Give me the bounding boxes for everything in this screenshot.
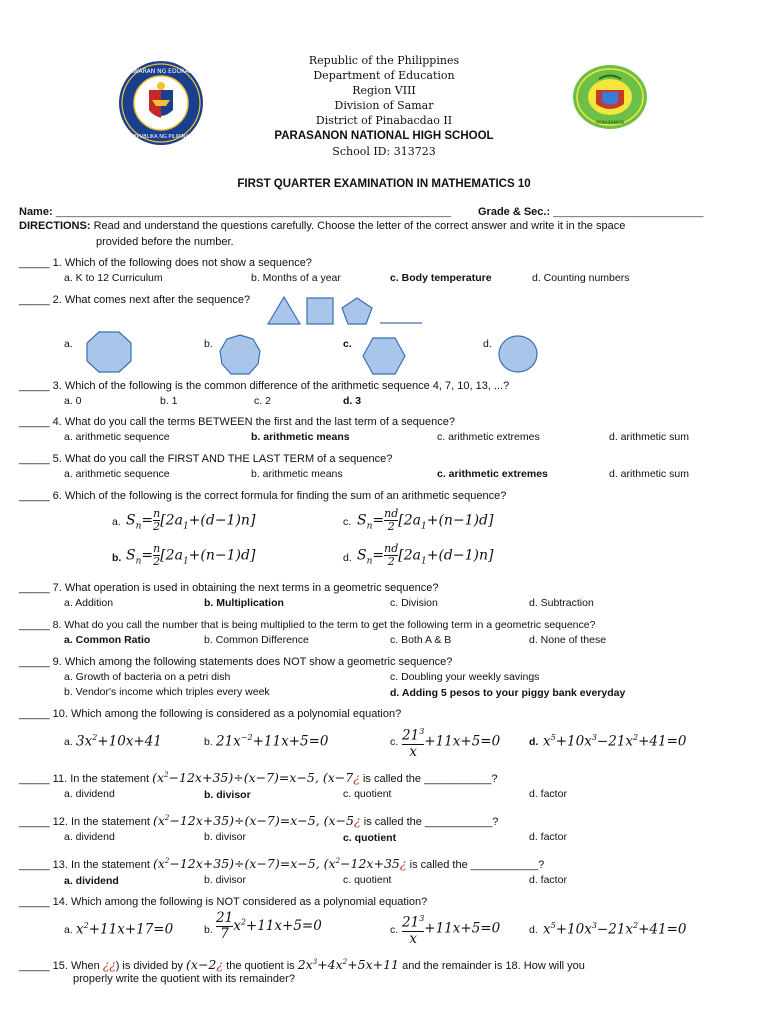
q15-divisor: (x−2¿ — [186, 957, 224, 972]
answer-blank[interactable]: _____ — [19, 490, 50, 502]
q5-option-c: c. arithmetic extremes — [437, 468, 548, 480]
q8-option-d: d. None of these — [529, 634, 607, 646]
question-14 — [19, 896, 427, 908]
equation-14c: $21^3$ x +11x+5=0 — [402, 914, 501, 947]
answer-blank[interactable]: _____ — [19, 294, 50, 306]
equation-10b: $21x^{-2}+11x+5=0$ — [216, 733, 329, 750]
answer-blank[interactable]: _____ — [19, 453, 50, 465]
q12-option-b: b. divisor — [204, 831, 247, 843]
answer-blank[interactable]: _____ — [19, 708, 50, 720]
header-line-republic: Republic of the Philippines — [308, 54, 460, 67]
equation-10c: $21^3$ x +11x+5=0 — [402, 727, 501, 760]
answer-blank[interactable]: _____ — [19, 619, 50, 631]
answer-blank[interactable]: _____ — [19, 656, 50, 668]
q7-option-d: d. Subtraction — [529, 597, 594, 609]
svg-text:KAGAWARAN NG EDUKASYON: KAGAWARAN NG EDUKASYON — [118, 68, 204, 75]
directions-label: DIRECTIONS: — [19, 220, 91, 232]
header-line-region: Region VIII — [352, 84, 416, 97]
q1-option-b: b. Months of a year — [251, 272, 341, 284]
question-15-text-3: the quotient is — [226, 960, 295, 972]
q4-option-a: a. arithmetic sequence — [64, 431, 170, 443]
directions-text-2: provided before the number. — [96, 236, 234, 248]
question-3 — [19, 380, 509, 392]
school-name: PARASANON NATIONAL HIGH SCHOOL — [274, 130, 494, 142]
q14-option-b: b. — [204, 924, 213, 936]
q1-option-c: c. Body temperature — [390, 272, 492, 284]
question-5 — [19, 453, 392, 465]
name-row — [19, 206, 451, 218]
formula-d: $S_n=nd$ 2 $[2a_1+(d-1)n]$ — [357, 542, 494, 568]
q15-glitch-chars: ¿¿ — [102, 958, 116, 972]
q2-option-c: c. — [343, 338, 352, 350]
question-9-text: 9. Which among the following statements does NOT show a geometric sequence? — [52, 656, 453, 668]
formula-a: $S_n=n$ 2 $[2a_1+(d-1)n]$ — [126, 507, 256, 533]
circle-shape — [497, 334, 539, 374]
q13-option-b: b. divisor — [204, 874, 247, 886]
question-11-tail: is called the ___________? — [362, 773, 498, 785]
equation-14d: $x^5+10x^3-21x^2+41=0$ — [543, 921, 687, 938]
triangle-shape — [268, 297, 300, 324]
q14-option-d: d. — [529, 924, 538, 936]
question-5-text: 5. What do you call the FIRST AND THE LAST TERM of a sequence? — [52, 453, 393, 465]
answer-blank[interactable]: _____ — [19, 416, 50, 428]
q3-option-a: a. 0 — [64, 395, 82, 407]
formula-c: $S_n=nd$ 2 $[2a_1+(n-1)d]$ — [357, 507, 494, 533]
q10-option-a: a. — [64, 736, 73, 748]
question-1-text: 1. Which of the following does not show a sequence? — [52, 257, 312, 269]
q8-option-c: c. Both A & B — [390, 634, 452, 646]
q11-option-c: c. quotient — [343, 788, 392, 800]
q6-option-a: a. — [112, 516, 121, 528]
question-15-text-5: properly write the quotient with its remainder? — [73, 973, 295, 985]
question-15-text-2: is divided by — [122, 960, 183, 972]
grade-line[interactable]: ______________________________ — [553, 207, 704, 217]
question-7-text: 7. What operation is used in obtaining the next terms in a geometric sequence? — [52, 582, 439, 594]
q13-option-c: c. quotient — [343, 874, 392, 886]
q5-option-a: a. arithmetic sequence — [64, 468, 170, 480]
statement-11: $(x^2-12x+35)\div(x-7)=x-5$, (x−7¿ — [152, 770, 360, 785]
answer-blank[interactable]: _____ — [19, 582, 50, 594]
q3-option-b: b. 1 — [160, 395, 178, 407]
q5-option-d: d. arithmetic sum — [609, 468, 689, 480]
question-15: _____ 15. When ¿¿) is divided by (x−2¿ the quotient is $2x^3+4x^2+5x+11$ and the remainder is 18. How will you — [19, 957, 585, 972]
q9-option-d: d. Adding 5 pesos to your piggy bank everyday — [390, 687, 626, 699]
octagon-shape — [86, 331, 132, 373]
question-6 — [19, 490, 506, 502]
q4-option-d: d. arithmetic sum — [609, 431, 689, 443]
equation-10d: $x^5+10x^3-21x^2+41=0$ — [543, 733, 687, 750]
question-9 — [19, 656, 452, 668]
q6-option-c: c. — [343, 516, 352, 528]
question-15-text-1: 15. When — [52, 960, 100, 972]
question-6-text: 6. Which of the following is the correct formula for finding the sum of an arithmetic sequence? — [52, 490, 507, 502]
question-10-text: 10. Which among the following is considered as a polynomial equation? — [52, 708, 402, 720]
question-1 — [19, 257, 312, 269]
grade-row — [478, 206, 703, 218]
q7-option-a: a. Addition — [64, 597, 114, 609]
question-13-text: 13. In the statement — [52, 859, 150, 871]
pentagon-shape — [342, 298, 372, 324]
q9-option-b: b. Vendor's income which triples every week — [64, 686, 270, 698]
question-3-text: 3. Which of the following is the common difference of the arithmetic sequence 4, 7, 10, 13, ...? — [52, 380, 510, 392]
answer-blank[interactable]: _____ — [19, 896, 50, 908]
q11-option-a: a. dividend — [64, 788, 115, 800]
equation-14a: $x^2+11x+17=0$ — [76, 921, 174, 938]
answer-blank[interactable]: _____ — [19, 816, 50, 828]
q7-option-c: c. Division — [390, 597, 438, 609]
q8-option-a: a. Common Ratio — [64, 634, 151, 646]
directions — [19, 220, 625, 232]
q14-option-c: c. — [390, 924, 399, 936]
formula-b: $S_n=n$ 2 $[2a_1+(n-1)d]$ — [126, 542, 256, 568]
question-8-text: 8. What do you call the number that is being multiplied to the term to get the following term in a geometric sequence? — [52, 619, 596, 631]
q4-option-c: c. arithmetic extremes — [437, 431, 540, 443]
question-11-text: 11. In the statement — [52, 773, 150, 785]
question-12 — [19, 813, 498, 828]
q2-option-d: d. — [483, 338, 492, 350]
q9-option-c: c. Doubling your weekly savings — [390, 671, 540, 683]
sequence-shapes — [266, 294, 426, 328]
q7-option-b: b. Multiplication — [204, 597, 284, 609]
exam-title: FIRST QUARTER EXAMINATION IN MATHEMATICS 10 — [237, 178, 531, 190]
question-4-text: 4. What do you call the terms BETWEEN the first and the last term of a sequence? — [52, 416, 455, 428]
question-12-tail: is called the ___________? — [363, 816, 499, 828]
q5-option-b: b. arithmetic means — [251, 468, 343, 480]
q11-option-d: d. factor — [529, 788, 567, 800]
hexagon-shape — [362, 337, 406, 375]
q10-option-b: b. — [204, 736, 213, 748]
nonagon-shape — [218, 334, 262, 376]
answer-blank[interactable]: _____ — [19, 960, 50, 972]
svg-text:REPUBLIKA NG PILIPINAS: REPUBLIKA NG PILIPINAS — [130, 134, 192, 140]
q1-option-d: d. Counting numbers — [532, 272, 630, 284]
q3-option-d: d. 3 — [343, 395, 362, 407]
question-2-text: 2. What comes next after the sequence? — [52, 294, 251, 306]
statement-12: $(x^2-12x+35)\div(x-7)=x-5$, (x−5¿ — [152, 813, 361, 828]
answer-blank[interactable]: _____ — [19, 859, 50, 871]
q15-quotient: $2x^3+4x^2+5x+11$ — [297, 957, 400, 972]
answer-blank[interactable]: _____ — [19, 773, 50, 785]
header-line-division: Division of Samar — [334, 99, 434, 112]
q2-option-b: b. — [204, 338, 213, 350]
question-14-text: 14. Which among the following is NOT considered as a polynomial equation? — [52, 896, 428, 908]
q4-option-b: b. arithmetic means — [251, 431, 350, 443]
q14-option-a: a. — [64, 924, 73, 936]
question-4 — [19, 416, 455, 428]
question-8 — [19, 619, 595, 631]
q13-option-d: d. factor — [529, 874, 567, 886]
question-11 — [19, 770, 498, 785]
answer-blank[interactable]: _____ — [19, 257, 50, 269]
answer-blank[interactable]: _____ — [19, 380, 50, 392]
q12-option-d: d. factor — [529, 831, 567, 843]
q12-option-a: a. dividend — [64, 831, 115, 843]
header-line-department: Department of Education — [313, 69, 455, 82]
grade-label: Grade & Sec.: — [478, 206, 551, 218]
equation-14b: 21 7 $x^2+11x+5=0$ — [216, 910, 322, 942]
question-10 — [19, 708, 401, 720]
question-13-tail: is called the ___________? — [409, 859, 545, 871]
question-7 — [19, 582, 439, 594]
question-12-text: 12. In the statement — [52, 816, 150, 828]
q11-option-b: b. divisor — [204, 789, 251, 801]
q6-option-b: b. — [112, 552, 122, 564]
directions-text-1: Read and understand the questions carefully. Choose the letter of the correct answer and write it in the space — [93, 220, 626, 232]
q2-option-a: a. — [64, 338, 73, 350]
q3-option-c: c. 2 — [254, 395, 271, 407]
question-2 — [19, 294, 250, 306]
question-15-text-4: and the remainder is 18. How will you — [402, 960, 585, 972]
name-line[interactable]: _______________________________________________________________________________ — [55, 207, 452, 217]
q13-option-a: a. dividend — [64, 875, 119, 887]
q1-option-a: a. K to 12 Curriculum — [64, 272, 163, 284]
equation-10a: $3x^2+10x+41$ — [76, 733, 162, 750]
q12-option-c: c. quotient — [343, 832, 397, 844]
school-id: School ID: 313723 — [332, 145, 436, 158]
q8-option-b: b. Common Difference — [204, 634, 309, 646]
svg-text:PARASANON: PARASANON — [596, 121, 624, 126]
q10-option-c: c. — [390, 736, 399, 748]
statement-13: $(x^2-12x+35)\div(x-7)=x-5$, ($x^2-12x+35¿$ — [152, 856, 407, 871]
name-label: Name: — [19, 206, 53, 218]
q6-option-d: d. — [343, 552, 352, 564]
header-line-district: District of Pinabacdao II — [315, 114, 453, 127]
q9-option-a: a. Growth of bacteria on a petri dish — [64, 671, 231, 683]
q10-option-d: d. — [529, 736, 539, 748]
question-13 — [19, 856, 544, 871]
square-shape — [307, 298, 333, 324]
